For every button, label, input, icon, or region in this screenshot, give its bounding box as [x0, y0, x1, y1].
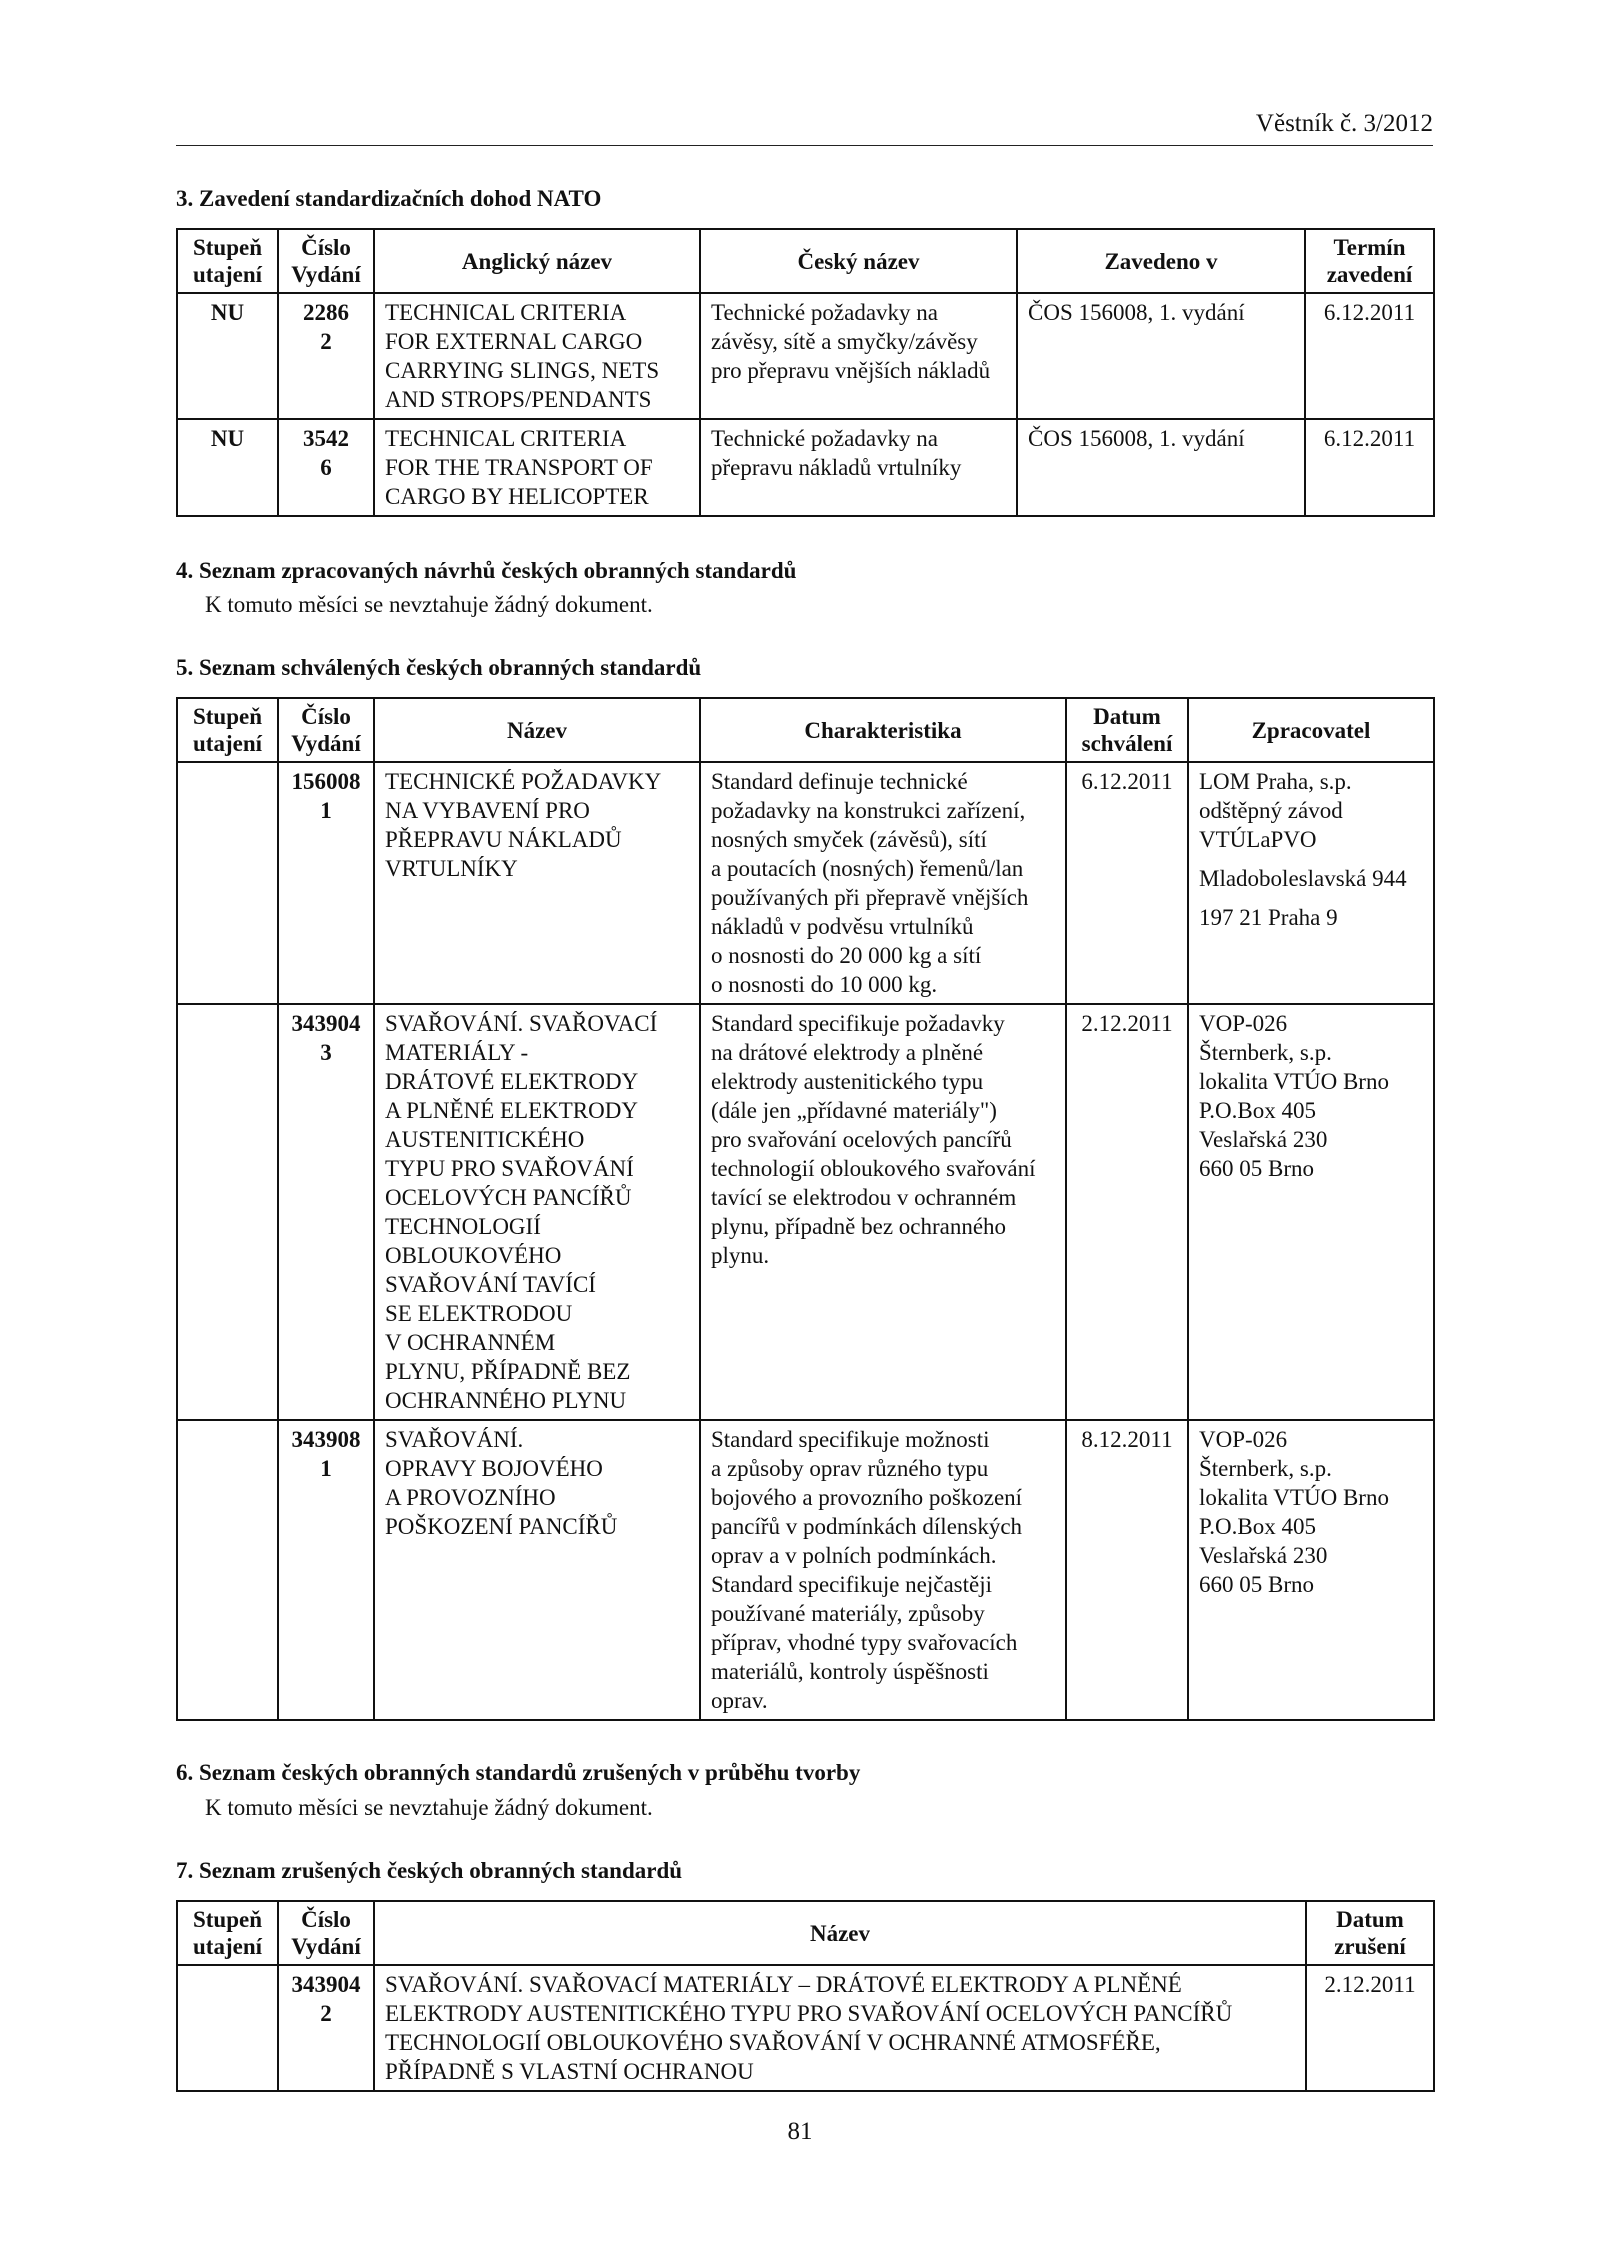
col-stupen-utajeni: Stupeň utajení	[177, 1901, 278, 1965]
zavedeno-v: ČOS 156008, 1. vydání	[1017, 293, 1305, 419]
charakteristika: Standard specifikuje možnosti a způsoby oprav různého typu bojového a provozního poškození pancířů v podmínkách dílenských oprav a v polních podmínkách. Standard specifikuje nejčastěji používané materiály, způsoby příprav, vhodné typy svařovacích materiálů, kontroly úspěšnosti oprav.	[700, 1420, 1066, 1720]
zpracovatel-postcode: 197 21 Praha 9	[1199, 905, 1338, 930]
termin-zavedeni: 6.12.2011	[1305, 293, 1434, 419]
cesky-nazev: Technické požadavky na závěsy, sítě a smyčky/závěsy pro přepravu vnějších nákladů	[700, 293, 1017, 419]
table-row	[177, 293, 1434, 419]
zpracovatel-street: Mladoboleslavská 944	[1199, 866, 1407, 891]
charakteristika: Standard definuje technické požadavky na konstrukci zařízení, nosných smyček (závěsů), sítí a poutacích (nosných) řemenů/lan používaných při přepravě vnějších nákladů v podvěsu vrtulníků o nosnosti do 20 000 kg a sítí o nosnosti do 10 000 kg.	[700, 762, 1066, 1004]
datum-schvaleni: 6.12.2011	[1066, 762, 1188, 1004]
stupen-utajeni	[177, 762, 278, 1004]
section6-title: 6. Seznam českých obranných standardů zrušených v průběhu tvorby	[176, 1760, 861, 1785]
section6-note: K tomuto měsíci se nevztahuje žádný dokument.	[205, 1795, 653, 1820]
cancelled-header-row	[177, 1901, 1434, 1965]
zpracovatel: VOP-026 Šternberk, s.p. lokalita VTÚO Brno P.O.Box 405 Veslařská 230 660 05 Brno	[1188, 1004, 1434, 1420]
nazev: SVAŘOVÁNÍ. OPRAVY BOJOVÉHO A PROVOZNÍHO POŠKOZENÍ PANCÍŘŮ	[374, 1420, 700, 1720]
section5-title: 5. Seznam schválených českých obranných standardů	[176, 655, 702, 680]
approved-standards-table	[176, 697, 1435, 1721]
journal-header: Věstník č. 3/2012	[1255, 110, 1433, 137]
approved-header-row	[177, 698, 1434, 762]
table-row	[177, 1420, 1434, 1720]
cislo-vydani: 343904 2	[278, 1965, 374, 2091]
col-cislo-vydani: Číslo Vydání	[278, 698, 374, 762]
nazev: TECHNICKÉ POŽADAVKY NA VYBAVENÍ PRO PŘEPRAVU NÁKLADŮ VRTULNÍKY	[374, 762, 700, 1004]
stupen-utajeni	[177, 1004, 278, 1420]
nato-header-row	[177, 229, 1434, 293]
cesky-nazev: Technické požadavky na přepravu nákladů vrtulníky	[700, 419, 1017, 516]
col-zpracovatel: Zpracovatel	[1188, 698, 1434, 762]
cislo-vydani: 343908 1	[278, 1420, 374, 1720]
nazev: SVAŘOVÁNÍ. SVAŘOVACÍ MATERIÁLY - DRÁTOVÉ ELEKTRODY A PLNĚNÉ ELEKTRODY AUSTENITICKÉHO TYPU PRO SVAŘOVÁNÍ OCELOVÝCH PANCÍŘŮ TECHNOLOGIÍ OBLOUKOVÉHO SVAŘOVÁNÍ TAVÍCÍ SE ELEKTRODOU V OCHRANNÉM PLYNU, PŘÍPADNĚ BEZ OCHRANNÉHO PLYNU	[374, 1004, 700, 1420]
zpracovatel: VOP-026 Šternberk, s.p. lokalita VTÚO Brno P.O.Box 405 Veslařská 230 660 05 Brno	[1188, 1420, 1434, 1720]
stupen-utajeni: NU	[177, 293, 278, 419]
col-stupen-utajeni: Stupeň utajení	[177, 698, 278, 762]
table-row	[177, 1004, 1434, 1420]
cislo-vydani: 3542 6	[278, 419, 374, 516]
nazev: SVAŘOVÁNÍ. SVAŘOVACÍ MATERIÁLY – DRÁTOVÉ ELEKTRODY A PLNĚNÉ ELEKTRODY AUSTENITICKÉHO TYPU PRO SVAŘOVÁNÍ OCELOVÝCH PANCÍŘŮ TECHNOLOGIÍ OBLOUKOVÉHO SVAŘOVÁNÍ V OCHRANNÉ ATMOSFÉŘE, PŘÍPADNĚ S VLASTNÍ OCHRANOU	[374, 1965, 1306, 2091]
col-charakteristika: Charakteristika	[700, 698, 1066, 762]
col-zavedeno-v: Zavedeno v	[1017, 229, 1305, 293]
col-datum-zruseni: Datum zrušení	[1306, 1901, 1434, 1965]
anglicky-nazev: TECHNICAL CRITERIA FOR EXTERNAL CARGO CARRYING SLINGS, NETS AND STROPS/PENDANTS	[374, 293, 700, 419]
zpracovatel-name: LOM Praha, s.p. odštěpný závod VTÚLaPVO	[1199, 769, 1352, 852]
cancelled-standards-table	[176, 1900, 1435, 2092]
col-stupen-utajeni: Stupeň utajení	[177, 229, 278, 293]
section4-note: K tomuto měsíci se nevztahuje žádný dokument.	[205, 592, 653, 617]
charakteristika: Standard specifikuje požadavky na drátové elektrody a plněné elektrody austenitického typu (dále jen „přídavné materiály") pro svařování ocelových pancířů technologií obloukového svařování tavící se elektrodou v ochranném plynu, případně bez ochranného plynu.	[700, 1004, 1066, 1420]
zavedeno-v: ČOS 156008, 1. vydání	[1017, 419, 1305, 516]
cislo-vydani: 343904 3	[278, 1004, 374, 1420]
col-cislo-vydani: Číslo Vydání	[278, 1901, 374, 1965]
page-number: 81	[787, 2118, 813, 2145]
table-row	[177, 1965, 1434, 2091]
col-nazev: Název	[374, 1901, 1306, 1965]
section7-title: 7. Seznam zrušených českých obranných standardů	[176, 1858, 683, 1883]
section4-title: 4. Seznam zpracovaných návrhů českých obranných standardů	[176, 558, 797, 583]
anglicky-nazev: TECHNICAL CRITERIA FOR THE TRANSPORT OF CARGO BY HELICOPTER	[374, 419, 700, 516]
datum-schvaleni: 8.12.2011	[1066, 1420, 1188, 1720]
stupen-utajeni: NU	[177, 419, 278, 516]
cislo-vydani: 2286 2	[278, 293, 374, 419]
datum-zruseni: 2.12.2011	[1306, 1965, 1434, 2091]
cislo-vydani: 156008 1	[278, 762, 374, 1004]
datum-schvaleni: 2.12.2011	[1066, 1004, 1188, 1420]
col-cesky-nazev: Český název	[700, 229, 1017, 293]
col-nazev: Název	[374, 698, 700, 762]
stupen-utajeni	[177, 1420, 278, 1720]
col-anglicky-nazev: Anglický název	[374, 229, 700, 293]
termin-zavedeni: 6.12.2011	[1305, 419, 1434, 516]
col-termin-zavedeni: Termín zavedení	[1305, 229, 1434, 293]
zpracovatel	[1188, 762, 1434, 1004]
table-row	[177, 419, 1434, 516]
col-datum-schvaleni: Datum schválení	[1066, 698, 1188, 762]
table-row	[177, 762, 1434, 1004]
nato-table	[176, 228, 1435, 517]
section3-title: 3. Zavedení standardizačních dohod NATO	[176, 186, 602, 211]
stupen-utajeni	[177, 1965, 278, 2091]
header-rule	[176, 145, 1433, 146]
col-cislo-vydani: Číslo Vydání	[278, 229, 374, 293]
